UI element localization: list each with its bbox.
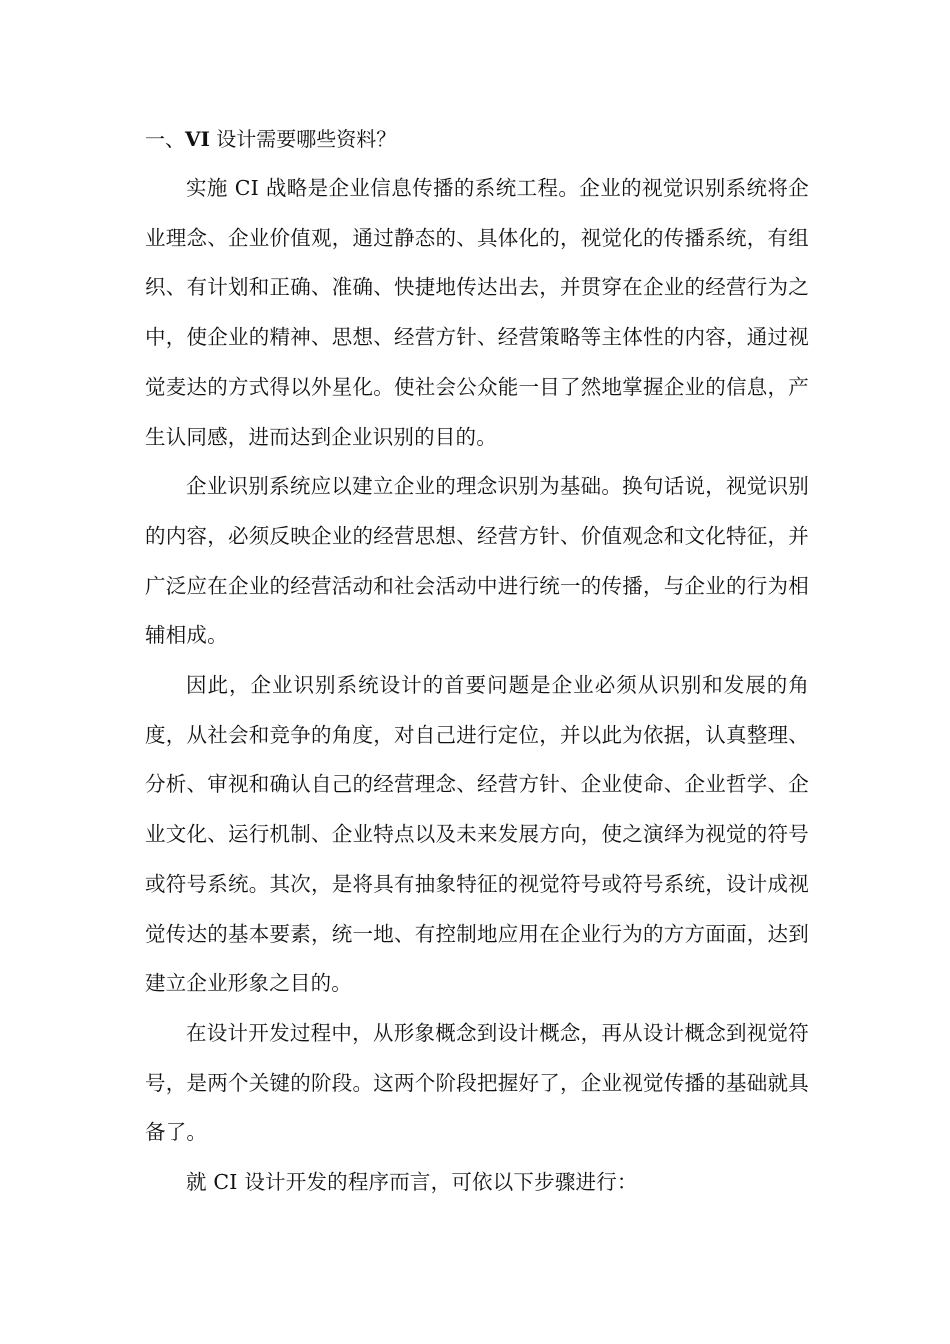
- paragraph-3: 因此，企业识别系统设计的首要问题是企业必须从识别和发展的角度，从社会和竞争的角度，对自己进行定位，并以此为依据，认真整理、分析、审视和确认自己的经营理念、经营方针、企业使命、企业哲学、企业文化、运行机制、企业特点以及未来发展方向，使之演绎为视觉的符号或符号系统。其次，是将具有抽象特征的视觉符号或符号系统，设计成视觉传达的基本要素，统一地、有控制地应用在企业行为的方方面面，达到建立企业形象之目的。: [145, 673, 809, 996]
- section-heading: [145, 114, 809, 164]
- document-body: [145, 114, 809, 1208]
- paragraph-2: 企业识别系统应以建立企业的理念识别为基础。换句话说，视觉识别的内容，必须反映企业的经营思想、经营方针、价值观念和文化特征，并广泛应在企业的经营活动和社会活动中进行统一的传播，与企业的行为相辅相成。: [145, 474, 809, 648]
- heading-prefix: 一、: [145, 127, 185, 151]
- paragraph-1: 实施 CI 战略是企业信息传播的系统工程。企业的视觉识别系统将企业理念、企业价值观，通过静态的、具体化的，视觉化的传播系统，有组织、有计划和正确、准确、快捷地传达出去，并贯穿在企业的经营行为之中，使企业的精神、思想、经营方针、经营策略等主体性的内容，通过视觉麦达的方式得以外星化。使社会公众能一目了然地掌握企业的信息，产生认同感，进而达到企业识别的目的。: [145, 176, 809, 449]
- paragraph-5: 就 CI 设计开发的程序而言，可依以下步骤进行：: [186, 1170, 638, 1195]
- heading-bold-vi: VI: [185, 127, 210, 151]
- paragraph-4: 在设计开发过程中，从形象概念到设计概念，再从设计概念到视觉符号，是两个关键的阶段。这两个阶段把握好了，企业视觉传播的基础就具备了。: [145, 1020, 809, 1145]
- heading-suffix: 设计需要哪些资料？: [209, 127, 397, 151]
